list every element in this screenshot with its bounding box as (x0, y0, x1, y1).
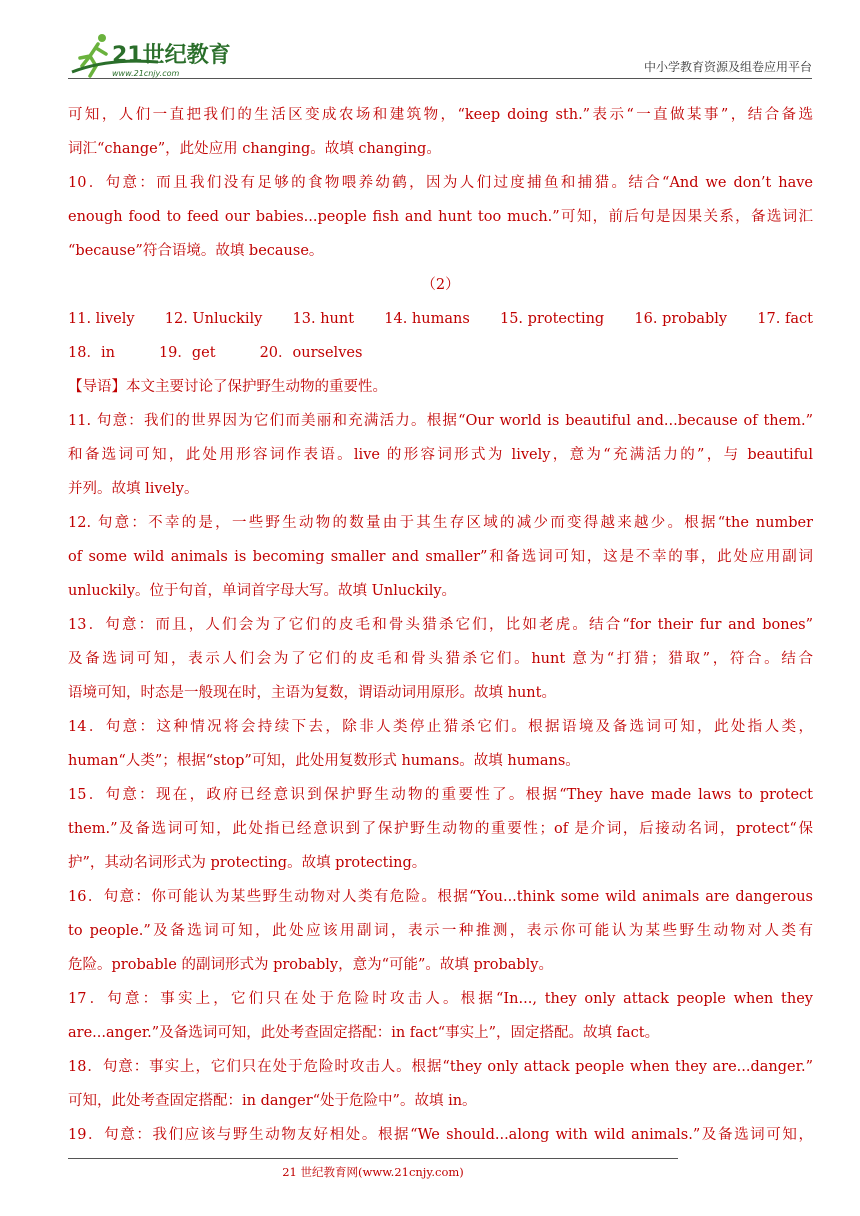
text-line: 18．句意：事实上，它们只在处于危险时攻击人。根据“they only attack people when they are...danger.” (68, 1059, 813, 1075)
text-line: “because”符合语境。故填 because。 (68, 243, 324, 259)
text-line: 和备选词可知，此处用形容词作表语。live 的形容词形式为 lively，意为“充满活力的”，与 beautiful (68, 447, 813, 463)
text-line: 词汇“change”，此处应用 changing。故填 changing。 (68, 141, 441, 157)
text-line: 10．句意：而且我们没有足够的食物喂养幼鹤，因为人们过度捕鱼和捕猎。结合“And we don’t have (68, 175, 813, 191)
text-line: 【导语】本文主要讨论了保护野生动物的重要性。 (68, 379, 387, 395)
answer-key-row (68, 302, 813, 336)
text-line: 16．句意：你可能认为某些野生动物对人类有危险。根据“You...think some wild animals are dangerous (68, 889, 813, 905)
text-line: 语境可知，时态是一般现在时，主语为复数，谓语动词用原形。故填 hunt。 (68, 685, 556, 701)
svg-text:21世纪教育: 21世纪教育 (112, 43, 231, 68)
text-line: 危险。probable 的副词形式为 probably，意为“可能”。故填 probably。 (68, 957, 553, 973)
answer-explanations (68, 98, 813, 1152)
text-line: 12. 句意：不幸的是，一些野生动物的数量由于其生存区域的减少而变得越来越少。根据“the number (68, 515, 813, 531)
text-line: of some wild animals is becoming smaller and smaller”和备选词可知，这是不幸的事，此处应用副词 (68, 549, 813, 565)
logo (68, 32, 238, 80)
answer-key-row (68, 336, 813, 370)
answer-item: 14. humans (384, 311, 470, 327)
answer-item: 16. probably (634, 311, 728, 327)
platform-name: 中小学教育资源及组卷应用平台 (643, 60, 812, 74)
text-line: 可知，此处考查固定搭配：in danger“处于危险中”。故填 in。 (68, 1093, 477, 1109)
section-label: （2） (421, 277, 460, 293)
answer-item: 13. hunt (292, 311, 355, 327)
text-line: unluckily。位于句首，单词首字母大写。故填 Unluckily。 (68, 583, 457, 599)
answer-item: 18．in (68, 345, 115, 361)
text-line: 可知，人们一直把我们的生活区变成农场和建筑物，“keep doing sth.”表示“一直做某事”，结合备选 (68, 107, 813, 123)
text-line: 13．句意：而且，人们会为了它们的皮毛和骨头猎杀它们，比如老虎。结合“for their fur and bones” (68, 617, 813, 633)
svg-text:www.21cnjy.com: www.21cnjy.com (112, 69, 180, 78)
page-footer: 21 世纪教育网(www.21cnjy.com) (282, 1165, 464, 1179)
running-figure-icon (80, 34, 106, 76)
answer-item: 12. Unluckily (164, 311, 263, 327)
text-line: 护”，其动名词形式为 protecting。故填 protecting。 (68, 855, 427, 871)
text-line: to people.”及备选词可知，此处应该用副词，表示一种推测，表示你可能认为某些野生动物对人类有 (68, 923, 813, 939)
text-line: 15．句意：现在，政府已经意识到保护野生动物的重要性了。根据“They have made laws to protect (68, 787, 813, 803)
text-line: 并列。故填 lively。 (68, 481, 199, 497)
answer-item: 20．ourselves (259, 345, 363, 361)
text-line: 17．句意：事实上，它们只在处于危险时攻击人。根据“In..., they only attack people when they (68, 991, 813, 1007)
text-line: enough food to feed our babies...people fish and hunt too much.”可知，前后句是因果关系，备选词汇 (68, 209, 813, 225)
answer-item: 19．get (158, 345, 216, 361)
text-line: 11. 句意：我们的世界因为它们而美丽和充满活力。根据“Our world is beautiful and...because of them.” (68, 413, 813, 429)
text-line: are...anger.”及备选词可知，此处考查固定搭配：in fact“事实上”，固定搭配。故填 fact。 (68, 1025, 660, 1041)
answer-item: 11. lively (68, 311, 135, 327)
answer-item: 15. protecting (499, 311, 605, 327)
text-line: 14．句意：这种情况将会持续下去，除非人类停止猎杀它们。根据语境及备选词可知，此处指人类， (68, 719, 813, 735)
footer-rule (68, 1158, 678, 1159)
text-line: 19．句意：我们应该与野生动物友好相处。根据“We should...along with wild animals.”及备选词可知， (68, 1127, 813, 1143)
answer-item: 17. fact (757, 311, 813, 327)
text-line: human“人类”；根据“stop”可知，此处用复数形式 humans。故填 humans。 (68, 753, 580, 769)
text-line: them.”及备选词可知，此处指已经意识到了保护野生动物的重要性；of 是介词，后接动名词，protect“保 (68, 821, 813, 837)
page-header (68, 28, 812, 82)
text-line: 及备选词可知，表示人们会为了它们的皮毛和骨头猎杀它们。hunt 意为“打猎；猎取”，符合。结合 (68, 651, 813, 667)
header-rule (68, 78, 812, 79)
